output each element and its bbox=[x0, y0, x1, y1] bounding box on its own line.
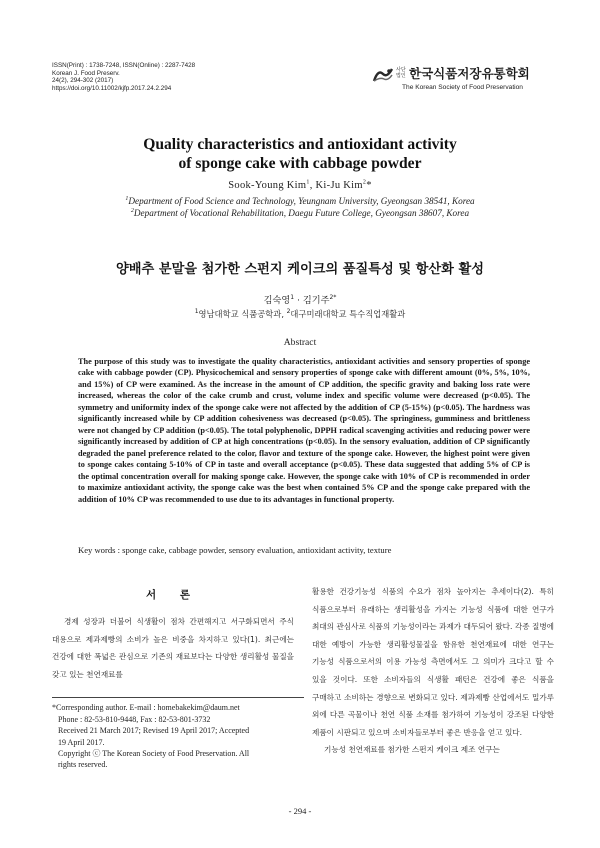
abstract-heading: Abstract bbox=[283, 337, 317, 348]
section-heading-introduction: 서 론 bbox=[146, 589, 200, 601]
society-masthead bbox=[372, 66, 552, 94]
body-column-left bbox=[52, 583, 294, 771]
author-2-affil-mark: 2 bbox=[362, 179, 367, 186]
issn-line: ISSN(Print) : 1738-7248, ISSN(Online) : 2287-7428 bbox=[52, 62, 196, 69]
author-kr-separator: · bbox=[294, 295, 303, 306]
affiliation-1-text: Department of Food Science and Technology, Yeungnam University, Gyeongsan 38541, Korea bbox=[128, 196, 475, 206]
keywords-line bbox=[78, 545, 538, 555]
title-line-1: Quality characteristics and antioxidant activity bbox=[143, 136, 457, 153]
footnote-divider bbox=[52, 697, 304, 698]
volume-pages: 24(2), 294-302 (2017) bbox=[52, 77, 114, 85]
author-2-kr-mark: 2* bbox=[329, 293, 337, 301]
keywords-label: Key words bbox=[78, 545, 116, 555]
affiliation-2 bbox=[0, 208, 600, 220]
body-column-right bbox=[312, 583, 554, 759]
doi-link[interactable]: https://doi.org/10.11002/kjfp.2017.24.2.294 bbox=[52, 84, 172, 92]
keywords-separator: : bbox=[115, 545, 123, 555]
author-1-name: Sook-Young Kim bbox=[228, 180, 307, 191]
affiliation-1-kr-mark: 1 bbox=[194, 308, 199, 316]
affiliation-2-text: Department of Vocational Rehabilitation, Daegu Future College, Gyeongsan 38607, Korea bbox=[133, 207, 470, 218]
affiliations-en bbox=[0, 196, 600, 219]
title-line-2: of sponge cake with cabbage powder bbox=[178, 155, 422, 172]
phone-fax-line: Phone : 82-53-810-9448, Fax : 82-53-801-3732 bbox=[58, 714, 211, 724]
affiliation-1-kr: 영남대학교 식품공학과, bbox=[198, 309, 287, 319]
intro-paragraph-next: 기능성 천연재료를 첨가한 스펀지 케이크 제조 연구는 bbox=[324, 745, 500, 755]
received-dates-line: Received 21 March 2017; Revised 19 April 2017; Accepted bbox=[58, 726, 250, 736]
intro-paragraph-right: 활용한 건강기능성 식품의 수요가 점차 높아지는 추세이다(2). 특히 식품으로부터 유래하는 생리활성을 가지는 기능성 식품에 대한 연구가 최대의 관심사로 식품의 기능성이라는 과제가 대두되어 왔다. 각종 질병에 대한 예방이 가능한 생리활성물질을 함유한 천연재료에 대한 연구는 기능성 식품으로서의 이용 가능성 측면에서도 그 의미가 크다고 할 수 있을 것이다. 또한 소비자들의 식생활 패턴은 건강에 좋은 식품을 구매하고 소비하는 경향으로 변화되고 있다. 제과제빵 산업에서도 밀가루 외에 다른 곡물이나 천연 식품 소재를 첨가하여 기능성이 강조된 다양한 제품이 시판되고 있으며 소비자들로부터 좋은 반응을 얻고 있다. bbox=[312, 587, 554, 737]
article-title-en bbox=[0, 135, 600, 173]
author-1-affil-mark: 1 bbox=[306, 179, 310, 186]
society-name-en: The Korean Society of Food Preservation bbox=[402, 84, 523, 91]
page-number: - 294 - bbox=[288, 806, 312, 816]
journal-meta bbox=[52, 62, 195, 92]
affiliation-2-kr: 대구미래대학교 특수직업재활과 bbox=[290, 309, 406, 319]
rights-line: rights reserved. bbox=[58, 760, 108, 770]
society-type-label: 사단 법인 bbox=[396, 67, 406, 79]
intro-paragraph-left: 경제 성장과 더불어 식생활이 점차 간편해지고 서구화되면서 주식 대용으로 제과제빵의 소비가 높은 비중을 차지하고 있다(1). 최근에는 건강에 대한 폭넓은 관심으로 기존의 재료보다는 다양한 생리활성 물질을 갖고 있는 천연재료를 bbox=[52, 617, 294, 679]
accepted-date-line: 19 April 2017. bbox=[58, 737, 105, 747]
article-title-kr: 양배추 분말을 첨가한 스펀지 케이크의 품질특성 및 항산화 활성 bbox=[116, 262, 484, 277]
affiliations-kr bbox=[0, 308, 600, 320]
author-2-name: Ki-Ju Kim bbox=[315, 180, 363, 191]
affiliation-2-kr-mark: 2 bbox=[286, 308, 291, 316]
corresponding-author-line: *Corresponding author. E-mail : homebakekim@daum.net bbox=[52, 703, 240, 713]
author-1-name-kr: 김숙영 bbox=[263, 295, 291, 306]
affiliation-1-mark: 1 bbox=[125, 195, 129, 202]
keywords-list: sponge cake, cabbage powder, sensory evaluation, antioxidant activity, texture bbox=[122, 545, 392, 555]
author-separator: , bbox=[309, 180, 316, 191]
corresponding-mark: * bbox=[366, 180, 372, 191]
author-2-name-kr: 김기주 bbox=[302, 295, 330, 306]
journal-abbrev: Korean J. Food Preserv. bbox=[52, 69, 120, 77]
authors-en bbox=[0, 180, 600, 191]
authors-kr bbox=[0, 292, 600, 306]
abstract-body: The purpose of this study was to investigate the quality characteristics, antioxidant activities and sensory properties of sponge cake with cabbage powder (CP). Physicochemical and sensory properties of sponge cake with different amount (0%, 5%, 10%, and 15%) of CP were examined. As the increase in the amount of CP addition, the specific gravity and baking loss rate were increased, whereas the color of the cake crumb and crust, volume index and specific volume were decreased (p<0.05). The symmetry and uniformity index of the sponge cake were not affected by the addition of CP (5-15%) (p<0.05). The hardness was significantly increased while by CP addition cohesiveness was decreased (p<0.05). The springiness, gumminess and brittleness were not changed by CP addition (p<0.05). The total polyphenolic, DPPH radical scavenging activities and reducing power were significantly increased by addition of CP at high concentrations (p<0.05). In the sensory evaluation, addition of CP significantly degraded the panel preference related to the color, flavor and texture of the sponge cake. However, the highest point were given to sponge cakes containg 5-10% of CP in taste and overall acceptance (p<0.05). These data suggested that adding 5% of CP is the optimal concentration overall for making sponge cake. However, the sponge cake with 10% of CP is recommended in order to maximize antioxidant activity, the sponge cake was the best when contained 5% CP and the sponge cake prepared with the addition of 10% CP was recommended to use due to its advantages in functional property. bbox=[78, 357, 530, 504]
copyright-line: Copyright ⓒ The Korean Society of Food Preservation. All bbox=[58, 749, 250, 758]
affiliation-1 bbox=[0, 196, 600, 208]
society-name-kr: 한국식품저장유통학회 bbox=[409, 66, 530, 81]
society-logo-icon bbox=[372, 66, 394, 84]
affiliation-2-mark: 2 bbox=[130, 207, 134, 214]
footnote bbox=[52, 702, 294, 770]
author-1-kr-mark: 1 bbox=[290, 293, 295, 301]
